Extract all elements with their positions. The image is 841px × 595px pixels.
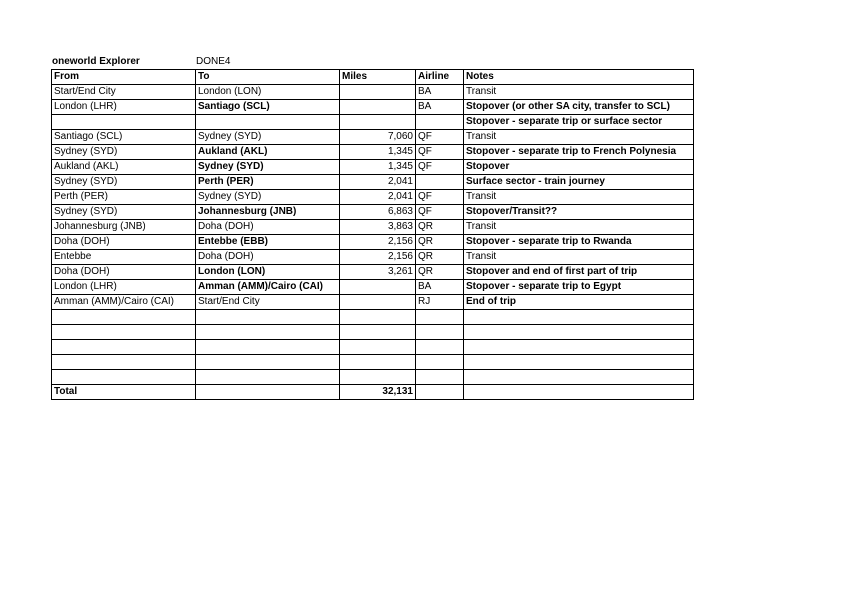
cell-miles: 2,156 [340,250,416,265]
table-row [52,160,694,175]
cell-from: London (LHR) [52,280,196,295]
cell-notes: Transit [464,250,694,265]
table-row [52,115,694,130]
cell-from: Sydney (SYD) [52,175,196,190]
cell-to: Santiago (SCL) [196,100,340,115]
sheet-header [51,55,694,69]
total-to-cell [196,385,340,400]
cell-airline: QF [416,205,464,220]
cell-to [196,115,340,130]
cell-from: Start/End City [52,85,196,100]
cell-miles: 1,345 [340,160,416,175]
cell-miles [340,325,416,340]
cell-from: Johannesburg (JNB) [52,220,196,235]
cell-miles [340,355,416,370]
cell-to: Johannesburg (JNB) [196,205,340,220]
cell-miles: 2,156 [340,235,416,250]
cell-from: Aukland (AKL) [52,160,196,175]
cell-miles [340,295,416,310]
column-header-from: From [52,70,196,85]
itinerary-sheet [51,55,694,400]
cell-airline [416,355,464,370]
cell-to [196,310,340,325]
cell-from: London (LHR) [52,100,196,115]
cell-notes: Surface sector - train journey [464,175,694,190]
cell-airline: QF [416,145,464,160]
table-row [52,205,694,220]
cell-miles [340,100,416,115]
table-header-row [52,70,694,85]
table-row [52,355,694,370]
cell-to: London (LON) [196,85,340,100]
cell-from [52,115,196,130]
cell-from [52,340,196,355]
table-row [52,370,694,385]
cell-miles [340,310,416,325]
cell-miles: 6,863 [340,205,416,220]
cell-from: Doha (DOH) [52,235,196,250]
cell-to: Aukland (AKL) [196,145,340,160]
cell-airline: BA [416,85,464,100]
table-row [52,175,694,190]
cell-notes [464,355,694,370]
cell-notes: Stopover [464,160,694,175]
cell-from: Sydney (SYD) [52,145,196,160]
cell-airline: BA [416,100,464,115]
sheet-title: oneworld Explorer [52,56,140,67]
cell-airline: QR [416,235,464,250]
cell-miles: 3,863 [340,220,416,235]
cell-to: Start/End City [196,295,340,310]
table-row [52,295,694,310]
table-row [52,265,694,280]
total-label: Total [52,385,196,400]
table-row [52,85,694,100]
cell-to: Sydney (SYD) [196,130,340,145]
cell-airline: QR [416,265,464,280]
cell-airline: QF [416,130,464,145]
cell-airline [416,325,464,340]
cell-notes [464,325,694,340]
cell-miles [340,280,416,295]
cell-notes: Stopover - separate trip or surface sector [464,115,694,130]
cell-from [52,310,196,325]
cell-from: Entebbe [52,250,196,265]
cell-to [196,370,340,385]
cell-from: Perth (PER) [52,190,196,205]
cell-from [52,355,196,370]
cell-to [196,340,340,355]
cell-notes [464,340,694,355]
sheet-code: DONE4 [196,56,231,67]
cell-miles: 3,261 [340,265,416,280]
cell-miles [340,85,416,100]
cell-airline: QF [416,190,464,205]
cell-airline [416,340,464,355]
cell-airline [416,175,464,190]
cell-to: Sydney (SYD) [196,160,340,175]
cell-miles: 2,041 [340,175,416,190]
table-row [52,280,694,295]
cell-to: Doha (DOH) [196,250,340,265]
cell-to: London (LON) [196,265,340,280]
table-row [52,310,694,325]
table-row [52,325,694,340]
cell-from: Amman (AMM)/Cairo (CAI) [52,295,196,310]
cell-airline: QF [416,160,464,175]
cell-to: Amman (AMM)/Cairo (CAI) [196,280,340,295]
cell-airline [416,370,464,385]
cell-from: Doha (DOH) [52,265,196,280]
cell-from [52,325,196,340]
table-row [52,235,694,250]
table-row [52,100,694,115]
cell-to: Perth (PER) [196,175,340,190]
cell-notes: Transit [464,85,694,100]
cell-notes: Stopover/Transit?? [464,205,694,220]
cell-to: Sydney (SYD) [196,190,340,205]
cell-miles [340,370,416,385]
cell-notes [464,370,694,385]
itinerary-table [51,69,694,400]
cell-airline: BA [416,280,464,295]
cell-notes: Stopover (or other SA city, transfer to SCL) [464,100,694,115]
cell-miles: 1,345 [340,145,416,160]
cell-notes: Stopover and end of first part of trip [464,265,694,280]
cell-airline [416,115,464,130]
table-row [52,220,694,235]
table-row [52,340,694,355]
total-airline-cell [416,385,464,400]
column-header-notes: Notes [464,70,694,85]
cell-notes [464,310,694,325]
cell-to: Doha (DOH) [196,220,340,235]
table-row [52,250,694,265]
cell-notes: Stopover - separate trip to Egypt [464,280,694,295]
cell-miles [340,340,416,355]
cell-miles: 7,060 [340,130,416,145]
cell-notes: Transit [464,130,694,145]
table-row [52,145,694,160]
cell-miles: 2,041 [340,190,416,205]
cell-to [196,355,340,370]
cell-airline [416,310,464,325]
cell-to [196,325,340,340]
cell-from: Santiago (SCL) [52,130,196,145]
total-miles: 32,131 [340,385,416,400]
cell-miles [340,115,416,130]
column-header-miles: Miles [340,70,416,85]
cell-notes: Transit [464,220,694,235]
table-row [52,190,694,205]
cell-notes: Stopover - separate trip to French Polynesia [464,145,694,160]
cell-airline: QR [416,250,464,265]
cell-from: Sydney (SYD) [52,205,196,220]
total-row [52,385,694,400]
cell-notes: Transit [464,190,694,205]
cell-airline: QR [416,220,464,235]
column-header-airline: Airline [416,70,464,85]
total-notes-cell [464,385,694,400]
cell-to: Entebbe (EBB) [196,235,340,250]
table-row [52,130,694,145]
cell-from [52,370,196,385]
cell-notes: End of trip [464,295,694,310]
cell-airline: RJ [416,295,464,310]
column-header-to: To [196,70,340,85]
cell-notes: Stopover - separate trip to Rwanda [464,235,694,250]
